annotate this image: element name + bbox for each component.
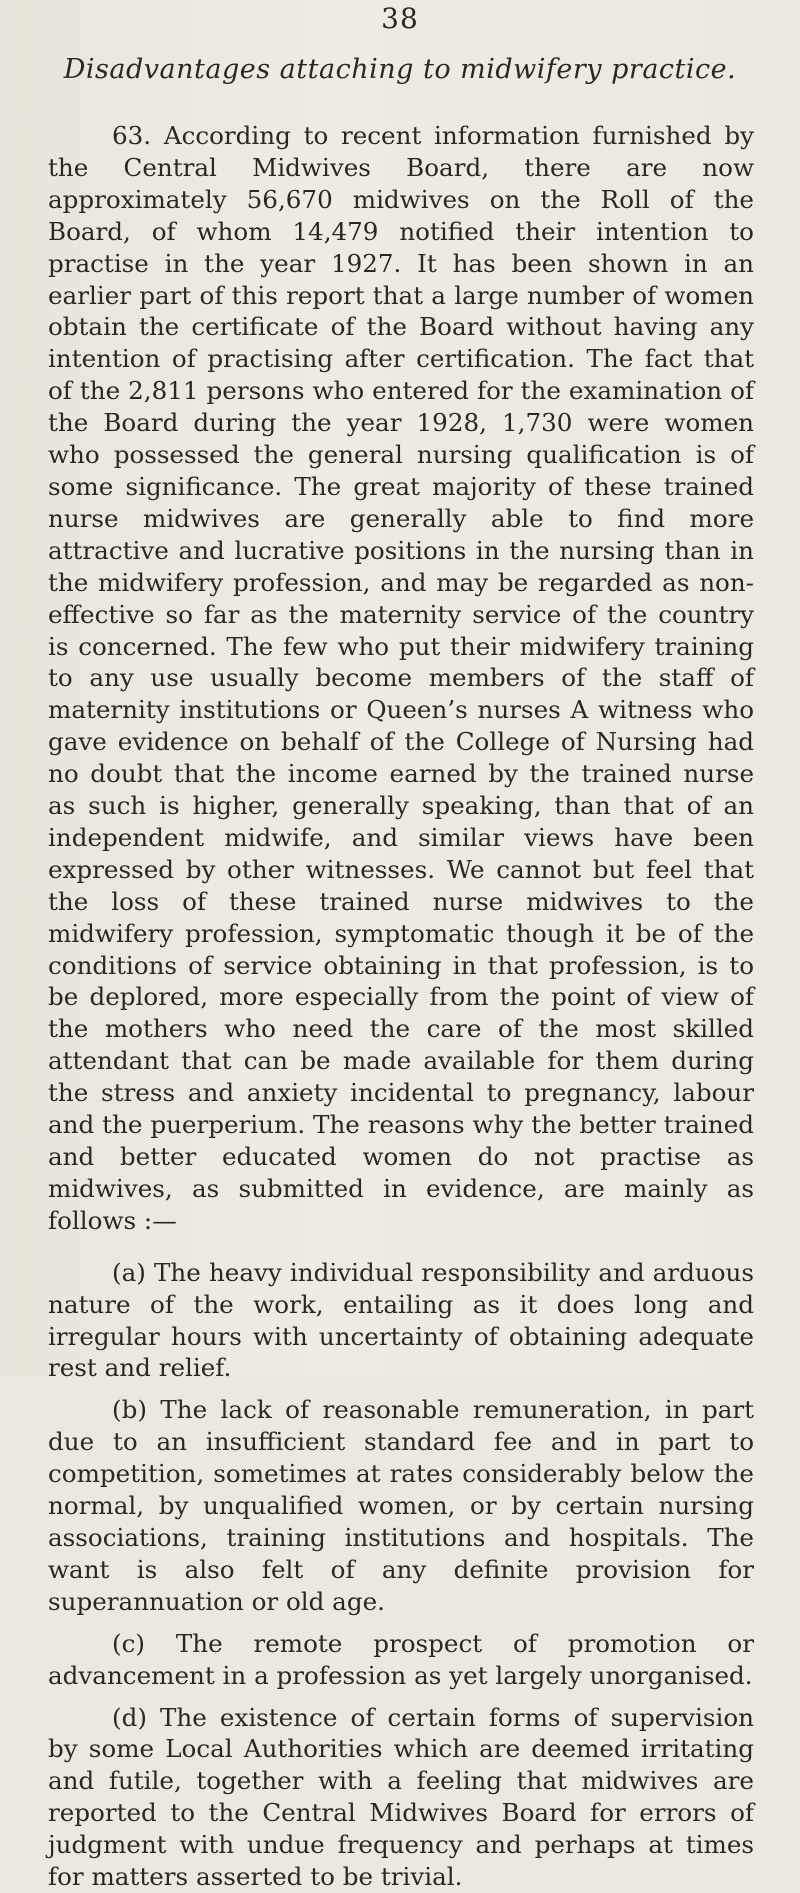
list-item-b: (b) The lack of reasonable remuneration, in part due to an insufficient standard fee and in part to competition, sometimes at rates considerably below the normal, by unqualified women, or by certain nursing associations, training institutions and hospitals. The want is also felt of any definite provision for superannuation or old age.	[48, 1395, 754, 1616]
list-item-a: (a) The heavy individual responsibility and arduous nature of the work, entailing as it does long and irregular hours with uncertainty of obtaining adequate rest and relief.	[48, 1257, 754, 1383]
list-item-d: (d) The existence of certain forms of supervision by some Local Authorities which are deemed irritating and futile, together with a feeling that midwives are reported to the Central Midwives Board for errors of judgment with undue frequency and perhaps at times for matters asserted to be trivial.	[48, 1702, 754, 1892]
section-heading: Disadvantages attaching to midwifery practice.	[63, 54, 737, 85]
page-number: 38	[381, 2, 419, 35]
paragraph-63: 63. According to recent information furnished by the Central Midwives Board, there are now approximately 56,670 midwives on the Roll of the Board, of whom 14,479 notified their intention to practise in the year 1927. It has been shown in an earlier part of this report that a large number of women obtain the certificate of the Board without having any intention of practising after certification. The fact that of the 2,811 persons who entered for the examination of the Board during the year 1928, 1,730 were women who possessed the general nursing qualification is of some significance. The great majority of these trained nurse midwives are generally able to find more attractive and lucrative positions in the nursing than in the midwifery profession, and may be regarded as non-effective so far as the maternity service of the country is concerned. The few who put their midwifery training to any use usually become members of the staff of maternity institutions or Queen’s nurses A witness who gave evidence on behalf of the College of Nursing had no doubt that the income earned by the trained nurse as such is higher, generally speaking, than that of an independent midwife, and similar views have been expressed by other witnesses. We cannot but feel that the loss of these trained nurse midwives to the midwifery profession, symptomatic though it be of the conditions of service obtaining in that profession, is to be deplored, more especially from the point of view of the mothers who need the care of the most skilled attendant that can be made available for them during the stress and anxiety incidental to pregnancy, labour and the puerperium. The reasons why the better trained and better educated women do not practise as midwives, as submitted in evidence, are mainly as follows :—	[48, 121, 754, 1235]
list-item-c: (c) The remote prospect of promotion or advancement in a profession as yet largely unorganised.	[48, 1628, 754, 1690]
body-text	[48, 120, 754, 1893]
